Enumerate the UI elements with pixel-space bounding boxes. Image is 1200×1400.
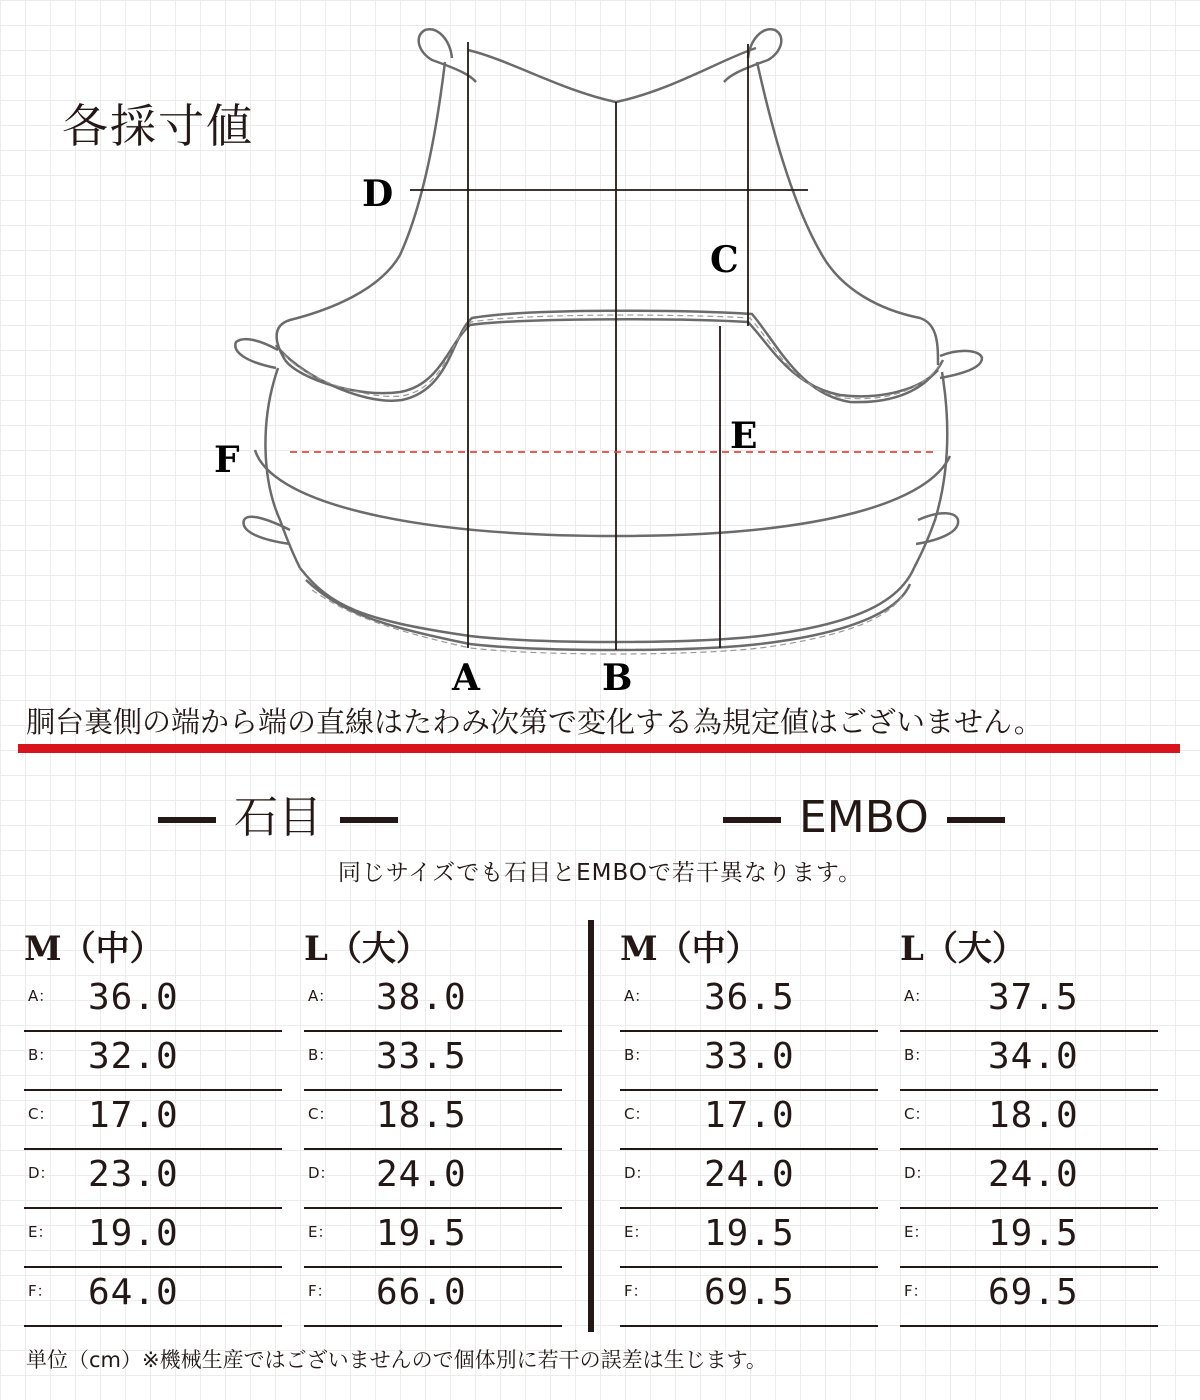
row-rule: [620, 1325, 878, 1327]
measurement-value: 33.5: [376, 1036, 467, 1077]
measurement-row: [620, 1091, 878, 1150]
measurement-value: 34.0: [988, 1036, 1079, 1077]
row-rule: [24, 1325, 282, 1327]
label-f: F: [214, 439, 240, 481]
label-e: E: [730, 415, 758, 457]
measurement-value: 36.5: [704, 977, 795, 1018]
measurement-row: [900, 1032, 1158, 1091]
measurement-label: B：: [624, 1046, 650, 1064]
measurement-row: [24, 1209, 282, 1268]
measurement-value: 64.0: [88, 1272, 179, 1313]
measurement-row: [304, 1032, 562, 1091]
measurement-label: F：: [28, 1282, 52, 1300]
measurement-value: 17.0: [88, 1095, 179, 1136]
unit-disclaimer: 単位（cm）※機械生産ではございませんので個体別に若干の誤差は生じます。: [26, 1348, 767, 1372]
measurement-row: [24, 1091, 282, 1150]
measurement-row: [620, 1032, 878, 1091]
measurement-label: A：: [308, 987, 334, 1005]
measurement-label: A：: [624, 987, 650, 1005]
size-table-embo-m: [620, 925, 878, 1327]
measurement-label: A：: [904, 987, 930, 1005]
measurement-value: 19.5: [988, 1213, 1079, 1254]
label-c: C: [710, 239, 739, 281]
measurement-label: F：: [624, 1282, 648, 1300]
measurement-label: E：: [308, 1223, 333, 1241]
measurement-row: [900, 1268, 1158, 1327]
measurement-value: 66.0: [376, 1272, 467, 1313]
measurement-label: A：: [28, 987, 54, 1005]
measurement-label: D：: [904, 1164, 931, 1182]
measurement-label: D：: [624, 1164, 651, 1182]
measurement-row: [620, 1150, 878, 1209]
measurement-label: C：: [308, 1105, 334, 1123]
measurement-value: 24.0: [988, 1154, 1079, 1195]
measurement-row: [24, 1268, 282, 1327]
title-bar-right: [947, 817, 1005, 823]
measurement-value: 69.5: [704, 1272, 795, 1313]
size-table-embo-l: [900, 925, 1158, 1327]
stitching: [284, 315, 940, 654]
title-bar-left: [158, 817, 216, 823]
measurement-row: [304, 1091, 562, 1150]
section-title-ishime: [140, 790, 416, 846]
size-header: L（大）: [900, 929, 1026, 969]
section-title-text: 石目: [234, 792, 322, 843]
measurement-label: F：: [904, 1282, 928, 1300]
size-table-ishime-l: [304, 925, 562, 1327]
red-divider: [18, 744, 1180, 753]
measurement-label: C：: [28, 1105, 54, 1123]
measurement-row: [900, 1150, 1158, 1209]
measurement-row: [900, 973, 1158, 1032]
label-d: D: [362, 173, 394, 215]
measurement-value: 32.0: [88, 1036, 179, 1077]
measurement-row: [900, 1209, 1158, 1268]
measurement-value: 38.0: [376, 977, 467, 1018]
measurement-label: F：: [308, 1282, 332, 1300]
measurement-row: [304, 1150, 562, 1209]
measurement-value: 19.5: [704, 1213, 795, 1254]
measurement-label: E：: [624, 1223, 649, 1241]
measurement-value: 19.0: [88, 1213, 179, 1254]
row-rule: [304, 1325, 562, 1327]
measurement-value: 19.5: [376, 1213, 467, 1254]
measurement-row: [620, 1209, 878, 1268]
measurement-value: 18.0: [988, 1095, 1079, 1136]
measurement-label: E：: [904, 1223, 929, 1241]
measurement-row: [24, 1032, 282, 1091]
measurement-value: 17.0: [704, 1095, 795, 1136]
measurement-label: C：: [904, 1105, 930, 1123]
measurement-label: C：: [624, 1105, 650, 1123]
measurement-value: 24.0: [376, 1154, 467, 1195]
measurement-value: 33.0: [704, 1036, 795, 1077]
measurement-row: [304, 1209, 562, 1268]
finish-column-divider: [588, 920, 594, 1332]
title-bar-left: [723, 817, 781, 823]
page-title: 各採寸値: [62, 99, 254, 153]
measurement-row: [620, 1268, 878, 1327]
measurement-label: E：: [28, 1223, 53, 1241]
measurement-label: D：: [28, 1164, 55, 1182]
do-outline: [235, 29, 982, 650]
measurement-value: 37.5: [988, 977, 1079, 1018]
row-rule: [900, 1325, 1158, 1327]
label-b: B: [602, 657, 633, 699]
measurement-value: 24.0: [704, 1154, 795, 1195]
measurement-row: [304, 1268, 562, 1327]
measurement-row: [900, 1091, 1158, 1150]
measurement-value: 69.5: [988, 1272, 1079, 1313]
measurement-note: 胴台裏側の端から端の直線はたわみ次第で変化する為規定値はございません。: [26, 705, 1043, 739]
size-table-ishime-m: [24, 925, 282, 1327]
measurement-value: 23.0: [88, 1154, 179, 1195]
section-title-text: EMBO: [799, 792, 929, 843]
size-header: M（中）: [24, 929, 164, 969]
measurement-row: [24, 1150, 282, 1209]
measurement-label: D：: [308, 1164, 335, 1182]
measurement-row: [24, 973, 282, 1032]
size-header: M（中）: [620, 929, 760, 969]
finish-difference-note: 同じサイズでも石目とEMBOで若干異なります。: [337, 860, 863, 886]
size-header: L（大）: [304, 929, 430, 969]
measurement-value: 18.5: [376, 1095, 467, 1136]
measurement-row: [304, 973, 562, 1032]
measurement-label: B：: [308, 1046, 334, 1064]
label-a: A: [452, 657, 480, 699]
measurement-label: B：: [28, 1046, 54, 1064]
measurement-value: 36.0: [88, 977, 179, 1018]
measurement-row: [620, 973, 878, 1032]
section-title-embo: [705, 790, 1023, 846]
measurement-lines: [410, 42, 808, 650]
measurement-label: B：: [904, 1046, 930, 1064]
title-bar-right: [340, 817, 398, 823]
